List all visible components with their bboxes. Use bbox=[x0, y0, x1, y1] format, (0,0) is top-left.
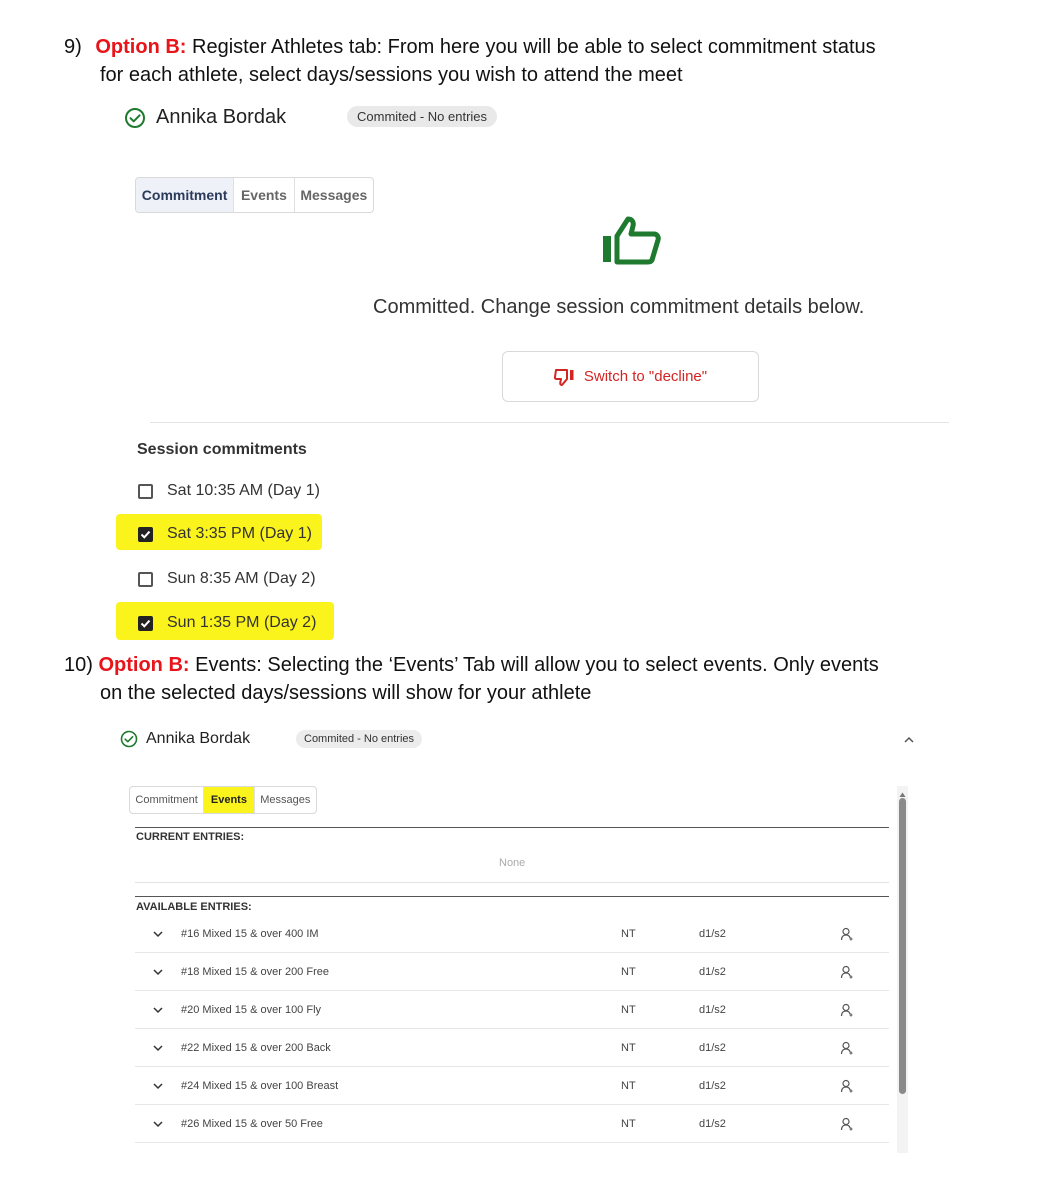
session-commitments-title: Session commitments bbox=[137, 441, 307, 458]
entry-row[interactable] bbox=[135, 915, 889, 953]
scrollbar-thumb[interactable] bbox=[899, 798, 906, 1094]
divider bbox=[135, 827, 889, 828]
status-badge: Commited - No entries bbox=[296, 730, 422, 748]
step-9-option-label: Option B: bbox=[95, 36, 187, 58]
person-add-icon[interactable] bbox=[827, 927, 867, 941]
event-name: #22 Mixed 15 & over 200 Back bbox=[181, 1041, 331, 1054]
current-entries-title: CURRENT ENTRIES: bbox=[136, 831, 245, 843]
tab-events[interactable]: Events bbox=[234, 178, 295, 212]
step-9-paragraph bbox=[64, 33, 1024, 61]
entry-time: NT bbox=[621, 1079, 636, 1092]
committed-message: Committed. Change session commitment details below. bbox=[373, 296, 865, 318]
session-label: Sun 1:35 PM (Day 2) bbox=[167, 614, 317, 631]
athlete-name[interactable]: Annika Bordak bbox=[156, 106, 287, 128]
checkmark-icon bbox=[140, 618, 151, 629]
checkmark-icon bbox=[140, 529, 151, 540]
tab-messages[interactable]: Messages bbox=[260, 794, 311, 806]
person-add-icon[interactable] bbox=[827, 1041, 867, 1055]
entry-time: NT bbox=[621, 1003, 636, 1016]
step-10-text-line2: on the selected days/sessions will show for your athlete bbox=[100, 682, 592, 704]
chevron-down-icon[interactable] bbox=[135, 1006, 181, 1014]
entry-row[interactable] bbox=[135, 1029, 889, 1067]
switch-to-decline-button[interactable] bbox=[502, 351, 759, 402]
entry-session: d1/s2 bbox=[699, 965, 726, 978]
available-entries-title: AVAILABLE ENTRIES: bbox=[136, 901, 252, 913]
step-9-text-line1: Register Athletes tab: From here you will be able to select commitment status bbox=[186, 36, 876, 58]
entry-session: d1/s2 bbox=[699, 1079, 726, 1092]
check-circle-icon bbox=[124, 107, 146, 129]
session-checkbox[interactable] bbox=[138, 484, 153, 499]
entry-session: d1/s2 bbox=[699, 1117, 726, 1130]
entry-session: d1/s2 bbox=[699, 927, 726, 940]
entry-row[interactable] bbox=[135, 991, 889, 1029]
tab-events-active[interactable]: Events bbox=[204, 787, 254, 813]
athlete-tabs bbox=[129, 786, 317, 814]
entry-row[interactable] bbox=[135, 1067, 889, 1105]
step-10-paragraph bbox=[64, 651, 1024, 679]
entry-time: NT bbox=[621, 1041, 636, 1054]
tab-commitment[interactable]: Commitment bbox=[130, 787, 204, 813]
divider bbox=[135, 896, 889, 897]
chevron-down-icon[interactable] bbox=[135, 1082, 181, 1090]
step-10-text-line1: Events: Selecting the ‘Events’ Tab will allow you to select events. Only events bbox=[189, 654, 879, 676]
step-9-text-line2: for each athlete, select days/sessions you wish to attend the meet bbox=[100, 64, 683, 86]
session-row[interactable] bbox=[138, 613, 316, 633]
entry-time: NT bbox=[621, 1117, 636, 1130]
status-badge: Commited - No entries bbox=[347, 106, 497, 127]
chevron-down-icon[interactable] bbox=[135, 968, 181, 976]
event-name: #18 Mixed 15 & over 200 Free bbox=[181, 965, 329, 978]
athlete-name[interactable]: Annika Bordak bbox=[146, 730, 251, 747]
decline-button-label: Switch to "decline" bbox=[583, 368, 708, 385]
session-checkbox-checked[interactable] bbox=[138, 616, 153, 631]
step-10-option-label: Option B: bbox=[98, 654, 190, 676]
step-9-number: 9) bbox=[64, 36, 82, 58]
step-10-number: 10) bbox=[64, 654, 93, 676]
divider bbox=[150, 422, 949, 423]
divider bbox=[135, 882, 889, 883]
scroll-up-arrow-icon[interactable] bbox=[899, 786, 906, 794]
no-entries-text: None bbox=[499, 857, 526, 869]
person-add-icon[interactable] bbox=[827, 1079, 867, 1093]
check-circle-icon bbox=[120, 730, 138, 748]
athlete-tabs bbox=[135, 177, 374, 213]
scrollbar[interactable] bbox=[897, 786, 908, 1153]
event-name: #24 Mixed 15 & over 100 Breast bbox=[181, 1079, 339, 1092]
event-name: #16 Mixed 15 & over 400 IM bbox=[181, 927, 319, 940]
session-row[interactable] bbox=[138, 569, 316, 589]
session-label: Sun 8:35 AM (Day 2) bbox=[167, 570, 316, 587]
thumbs-down-icon bbox=[554, 368, 576, 386]
tab-commitment[interactable]: Commitment bbox=[136, 178, 234, 212]
chevron-down-icon[interactable] bbox=[135, 930, 181, 938]
entry-time: NT bbox=[621, 965, 636, 978]
session-row[interactable] bbox=[138, 524, 312, 544]
entry-session: d1/s2 bbox=[699, 1041, 726, 1054]
chevron-down-icon[interactable] bbox=[135, 1044, 181, 1052]
person-add-icon[interactable] bbox=[827, 1117, 867, 1131]
chevron-up-icon[interactable] bbox=[902, 733, 916, 745]
session-checkbox[interactable] bbox=[138, 572, 153, 587]
available-entries-list bbox=[135, 915, 889, 1143]
person-add-icon[interactable] bbox=[827, 1003, 867, 1017]
session-checkbox-checked[interactable] bbox=[138, 527, 153, 542]
tab-messages[interactable]: Messages bbox=[300, 187, 368, 203]
chevron-down-icon[interactable] bbox=[135, 1120, 181, 1128]
thumbs-up-icon bbox=[600, 214, 662, 266]
person-add-icon[interactable] bbox=[827, 965, 867, 979]
session-label: Sat 3:35 PM (Day 1) bbox=[167, 525, 312, 542]
event-name: #26 Mixed 15 & over 50 Free bbox=[181, 1117, 323, 1130]
entry-row[interactable] bbox=[135, 1105, 889, 1143]
entry-time: NT bbox=[621, 927, 636, 940]
entry-session: d1/s2 bbox=[699, 1003, 726, 1016]
entry-row[interactable] bbox=[135, 953, 889, 991]
session-row[interactable] bbox=[138, 481, 320, 501]
event-name: #20 Mixed 15 & over 100 Fly bbox=[181, 1003, 322, 1016]
session-label: Sat 10:35 AM (Day 1) bbox=[167, 482, 320, 499]
